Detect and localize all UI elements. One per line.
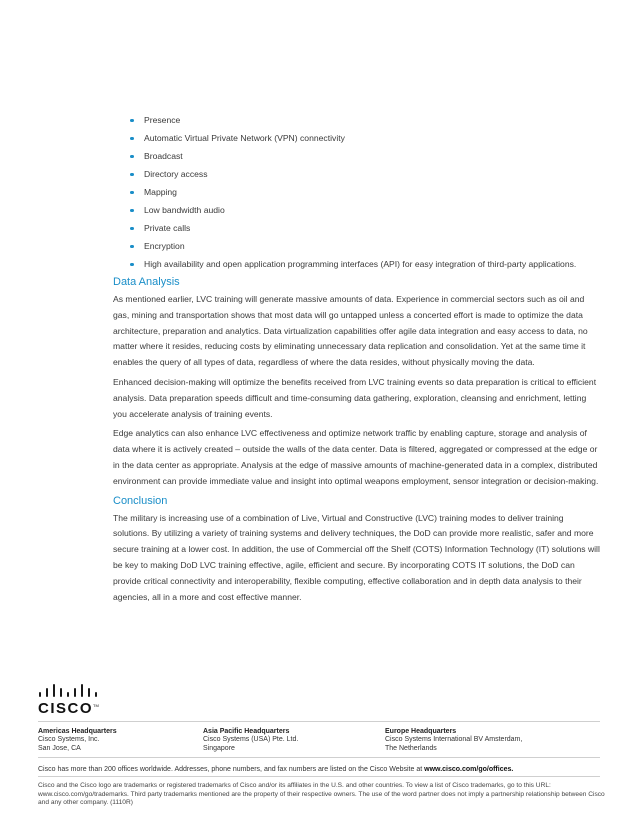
list-item: [113, 257, 601, 271]
section-heading-conclusion: Conclusion: [113, 494, 168, 507]
bullet-icon: [130, 209, 134, 213]
offices-link[interactable]: www.cisco.com/go/offices.: [424, 766, 514, 773]
list-item: [113, 113, 601, 127]
bullet-icon: [130, 227, 134, 231]
asia-pacific-headquarters: [203, 728, 298, 753]
bullet-icon: [130, 191, 134, 195]
trademark-note: Cisco and the Cisco logo are trademarks or registered trademarks of Cisco and/or its affiliates in the U.S. and other countries. To view a list of Cisco trademarks, go to this URL: www.cisco.com/go/trademarks. Third party trademarks mentioned are the property of their respective owners. The use of the word partner does not imply a partnership relationship between Cisco and any other company. (1110R): [38, 782, 605, 807]
list-item-text: Private calls: [144, 223, 191, 233]
list-item: [113, 185, 601, 199]
divider: [38, 721, 600, 722]
list-item: [113, 221, 601, 235]
hq-line: Cisco Systems International BV Amsterdam,: [385, 736, 523, 744]
hq-line: The Netherlands: [385, 744, 437, 752]
divider: [38, 776, 600, 777]
list-item-text: Mapping: [144, 187, 177, 197]
list-item: [113, 203, 601, 217]
bullet-icon: [130, 245, 134, 249]
list-item: [113, 149, 601, 163]
americas-headquarters: [38, 728, 117, 753]
bullet-icon: [130, 155, 134, 159]
bullet-icon: [130, 173, 134, 177]
bullet-icon: [130, 119, 134, 123]
list-item: [113, 167, 601, 181]
list-item-text: Broadcast: [144, 151, 183, 161]
hq-line: San Jose, CA: [38, 744, 81, 752]
europe-headquarters: [385, 728, 522, 753]
bullet-icon: [130, 137, 134, 141]
hq-title: Americas Headquarters: [38, 728, 117, 735]
section-heading-data-analysis: Data Analysis: [113, 276, 180, 288]
list-item-text: High availability and open application programming interfaces (API) for easy integration of third-party applications.: [144, 259, 577, 269]
list-item-text: Presence: [144, 115, 181, 125]
list-item-text: Encryption: [144, 241, 185, 251]
hq-title: Asia Pacific Headquarters: [203, 728, 290, 735]
hq-line: Cisco Systems, Inc.: [38, 736, 100, 744]
hq-line: Cisco Systems (USA) Pte. Ltd.: [203, 736, 299, 744]
list-item-text: Directory access: [144, 169, 208, 179]
cisco-logo: [38, 683, 100, 717]
main-content: [113, 113, 601, 609]
list-item-text: Low bandwidth audio: [144, 205, 225, 215]
paragraph: As mentioned earlier, LVC training will generate massive amounts of data. Experience in commercial sectors such as oil and gas, mining and transportation shows that most data will go untapped unless a concerted effort is made to optimize the data architecture, preparation and analytics. Data virtualization capabilities offer agile data integration and easy access to data, no matter where it resides, reducing costs by eliminating unnecessary data replication and consolidation. Yet at the same time it enables the query of all types of data, regardless of where the data resides, without physically moving the data.: [113, 294, 588, 368]
paragraph: The military is increasing use of a combination of Live, Virtual and Constructive (LVC) training modes to deliver training solutions. By utilizing a variety of training systems and delivery techniques, the DoD can provide more realistic, safer and more secure training at a lower cost. In addition, the use of Commercial off the Shelf (COTS) Information Technology (IT) solutions will be key to making DoD LVC training effective, agile, efficient and secure. By incorporating COTS IT solutions, the DoD can provide critical connectivity and interoperability, flexible computing, effective collaboration and in depth data analysis to their agencies, all in a more and cost effective manner.: [113, 512, 600, 602]
cisco-bars-icon: [38, 683, 100, 697]
list-item-text: Automatic Virtual Private Network (VPN) connectivity: [144, 133, 345, 143]
bullet-icon: [130, 263, 134, 267]
paragraph: Enhanced decision-making will optimize the benefits received from LVC training events so data preparation is critical to efficient analysis. Data preparation speeds difficult and time-consuming data gathering, exploration, cleansing and enrichment, letting you accelerate analysis of training events.: [113, 376, 597, 419]
cisco-wordmark: CISCO™: [38, 700, 99, 717]
feature-list: [113, 113, 601, 271]
divider: [38, 757, 600, 758]
list-item: [113, 131, 601, 145]
hq-line: Singapore: [203, 744, 235, 752]
paragraph: Edge analytics can also enhance LVC effectiveness and optimize network traffic by enabling capture, storage and analysis of data where it is actively created – outside the walls of the data center. Data is filtered, aggregated or compressed at the edge or in the data center as appropriate. Analysis at the edge of massive amounts of machine-generated data in a complex, distributed environment can provide immediate value and insight into optimal weapons employment, sensor integration or decision-making.: [113, 428, 599, 486]
offices-note: Cisco has more than 200 offices worldwide. Addresses, phone numbers, and fax numbers are listed on the Cisco Website at www.cisco.com/go/offices.: [38, 766, 514, 773]
list-item: [113, 239, 601, 253]
hq-title: Europe Headquarters: [385, 728, 457, 735]
